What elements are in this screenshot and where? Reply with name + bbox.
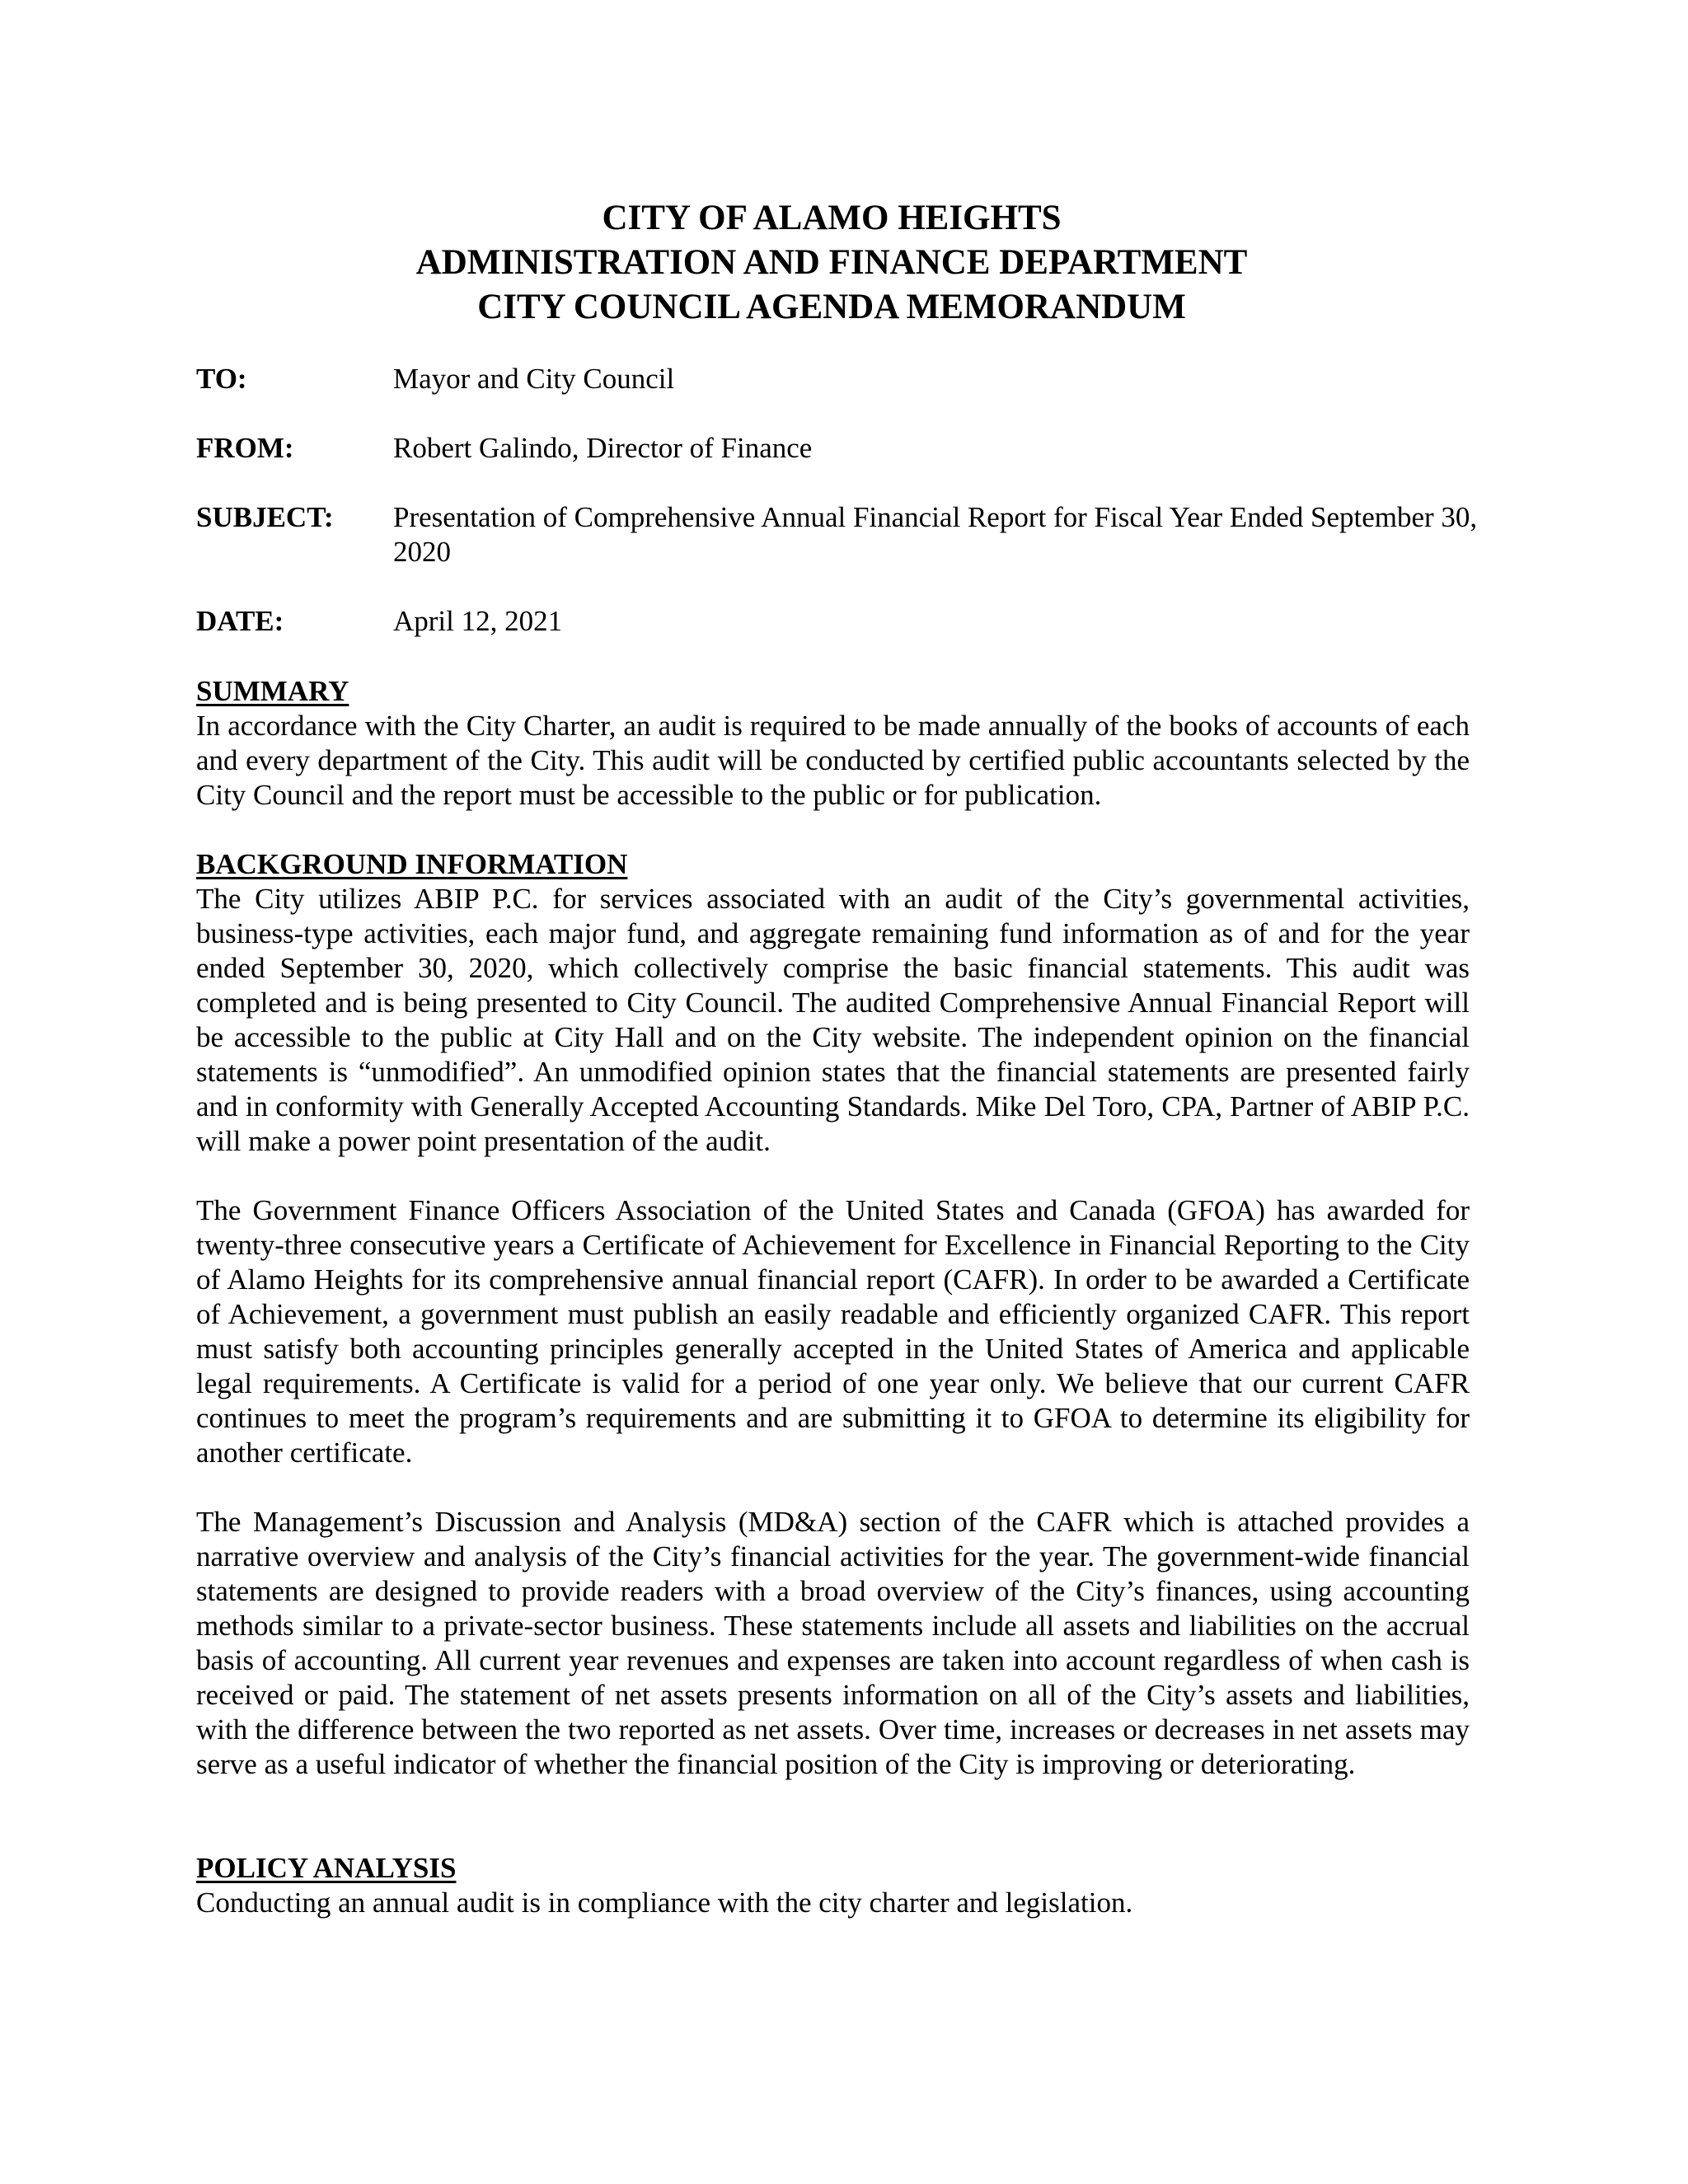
from-label: FROM: — [196, 432, 294, 464]
background-paragraph-2: The Government Finance Officers Association of the United States and Canada (GFOA) has awarded for twenty-three consecutive years a Certificate of Achievement for Excellence in Financial Reporting to the City of Alamo Heights for its comprehensive annual financial report (CAFR). In order to be awarded a Certificate of Achievement, a government must publish an easily readable and efficiently organized CAFR. This report must satisfy both accounting principles generally accepted in the United States of America and applicable legal requirements. A Certificate is valid for a period of one year only. We believe that our current CAFR continues to meet the program’s requirements and are submitting it to GFOA to determine its eligibility for another certificate. — [196, 1194, 1470, 1469]
subject-label: SUBJECT: — [196, 501, 334, 533]
date-value: April 12, 2021 — [393, 605, 563, 637]
background-paragraph-1: The City utilizes ABIP P.C. for services associated with an audit of the City’s governmental activities, business-type activities, each major fund, and aggregate remaining fund information as of and for the year ended September 30, 2020, which collectively comprise the basic financial statements. This audit was completed and is being presented to City Council. The audited Comprehensive Annual Financial Report will be accessible to the public at City Hall and on the City website. The independent opinion on the financial statements is “unmodified”. An unmodified opinion states that the financial statements are presented fairly and in conformity with Generally Accepted Accounting Standards. Mike Del Toro, CPA, Partner of ABIP P.C. will make a power point presentation of the audit. — [196, 883, 1470, 1157]
background-paragraph-3: The Management’s Discussion and Analysis (MD&A) section of the CAFR which is attached provides a narrative overview and analysis of the City’s financial activities for the year. The government-wide financial statements are designed to provide readers with a broad overview of the City’s finances, using accounting methods similar to a private-sector business. These statements include all assets and liabilities on the accrual basis of accounting. All current year revenues and expenses are taken into account regardless of when cash is received or paid. The statement of net assets presents information on all of the City’s assets and liabilities, with the difference between the two reported as net assets. Over time, increases or decreases in net assets may serve as a useful indicator of whether the financial position of the City is improving or deteriorating. — [196, 1506, 1470, 1780]
summary-text: In accordance with the City Charter, an audit is required to be made annually of the books of accounts of each and every department of the City. This audit will be conducted by certified public accountants selected by the City Council and the report must be accessible to the public or for publication. — [196, 710, 1470, 811]
background-heading: BACKGROUND INFORMATION — [196, 848, 628, 880]
summary-heading: SUMMARY — [196, 675, 349, 707]
header-department: ADMINISTRATION AND FINANCE DEPARTMENT — [415, 243, 1248, 282]
to-label: TO: — [196, 363, 247, 395]
date-label: DATE: — [196, 605, 284, 637]
header-city-name: CITY OF ALAMO HEIGHTS — [602, 199, 1062, 237]
document-header — [196, 196, 1467, 330]
header-memo-type: CITY COUNCIL AGENDA MEMORANDUM — [477, 288, 1186, 326]
from-value: Robert Galindo, Director of Finance — [393, 432, 813, 464]
subject-value: Presentation of Comprehensive Annual Financial Report for Fiscal Year Ended September 30, 2020 — [393, 501, 1478, 568]
policy-text: Conducting an annual audit is in compliance with the city charter and legislation. — [196, 1886, 1133, 1919]
to-value: Mayor and City Council — [393, 363, 675, 395]
policy-heading: POLICY ANALYSIS — [196, 1852, 457, 1884]
